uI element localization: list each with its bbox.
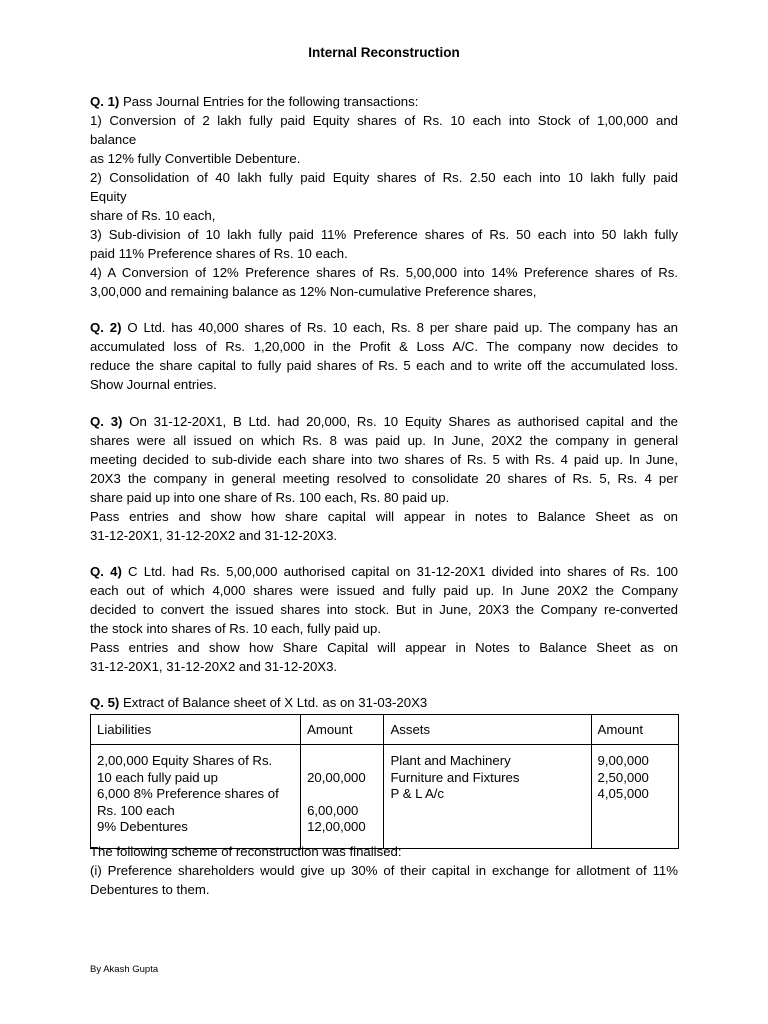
q1-line: Equity <box>90 189 127 204</box>
assets-cell <box>384 745 591 849</box>
q4-line: each out of which 4,000 shares were issued and fully paid up. In June 20X2 the Company <box>90 583 678 598</box>
q2-label: Q. 2) <box>90 320 122 335</box>
q1-intro-text: Pass Journal Entries for the following transactions: <box>119 94 419 109</box>
footer-author: By Akash Gupta <box>90 964 159 975</box>
q1-line: share of Rs. 10 each, <box>90 208 216 223</box>
liability-item: 10 each fully paid up <box>97 769 218 785</box>
q1-line: as 12% fully Convertible Debenture. <box>90 151 301 166</box>
q4-line: Pass entries and show how Share Capital will appear in Notes to Balance Sheet as on <box>90 640 678 655</box>
liability-amounts-cell <box>301 745 384 849</box>
header-amount: Amount <box>591 715 678 745</box>
q1-line: paid 11% Preference shares of Rs. 10 each. <box>90 246 348 261</box>
q3-line: 20X3 the company in general meeting resolved to consolidate 20 shares of Rs. 5, Rs. 4 per <box>90 471 678 486</box>
table-header-row <box>91 715 679 745</box>
liability-item: 2,00,000 Equity Shares of Rs. <box>97 753 273 768</box>
q2-line: Show Journal entries. <box>90 377 217 392</box>
q4-line: the stock into shares of Rs. 10 each, fully paid up. <box>90 621 382 636</box>
q5-after-line: Debentures to them. <box>90 882 210 897</box>
page-title: Internal Reconstruction <box>308 45 460 60</box>
q4-line: decided to convert the issued shares into stock. But in June, 20X3 the Company re-converted <box>90 602 678 617</box>
q1-line: 3,00,000 and remaining balance as 12% Non-cumulative Preference shares, <box>90 284 537 299</box>
q3-line <box>90 412 678 431</box>
liability-amount: 20,00,000 <box>307 769 366 785</box>
asset-item: Furniture and Fixtures <box>390 769 520 785</box>
q3-label: Q. 3) <box>90 414 123 429</box>
asset-item: P & L A/c <box>390 786 444 801</box>
q3-line: shares were all issued on which Rs. 8 was paid up. In June, 20X2 the company in general <box>90 433 678 448</box>
q1-intro <box>90 92 418 111</box>
liability-amount <box>307 786 377 803</box>
liability-amount <box>307 753 377 770</box>
q1-label: Q. 1) <box>90 94 120 109</box>
q1-line: 2) Consolidation of 40 lakh fully paid Equity shares of Rs. 2.50 each into 10 lakh fully paid <box>90 170 678 185</box>
asset-amounts-cell <box>591 745 678 849</box>
q1-line: 4) A Conversion of 12% Preference shares of Rs. 5,00,000 into 14% Preference shares of Rs. <box>90 265 678 280</box>
q3-line: share paid up into one share of Rs. 100 each, Rs. 80 paid up. <box>90 490 450 505</box>
balance-sheet-table <box>90 714 679 849</box>
q1-line: balance <box>90 132 137 147</box>
header-liabilities: Liabilities <box>91 715 301 745</box>
q5-intro-text: Extract of Balance sheet of X Ltd. as on 31-03-20X3 <box>119 695 428 710</box>
q3-line: 31-12-20X1, 31-12-20X2 and 31-12-20X3. <box>90 528 338 543</box>
header-amount: Amount <box>301 715 384 745</box>
liability-amount: 6,00,000 <box>307 802 359 818</box>
q4-line: 31-12-20X1, 31-12-20X2 and 31-12-20X3. <box>90 659 338 674</box>
q2-line: accumulated loss of Rs. 1,20,000 in the Profit & Loss A/C. The company now decides to <box>90 339 678 354</box>
q5-label: Q. 5) <box>90 695 120 710</box>
table-row <box>91 745 679 849</box>
q3-line: Pass entries and show how share capital will appear in notes to Balance Sheet as on <box>90 509 678 524</box>
liability-item: 9% Debentures <box>97 819 188 834</box>
q2-text: O Ltd. has 40,000 shares of Rs. 10 each, Rs. 8 per share paid up. The company has an <box>121 320 678 335</box>
q5-intro <box>90 693 427 712</box>
q2-line: reduce the share capital to fully paid shares of Rs. 5 each and to write off the accumulated loss. <box>90 358 678 373</box>
asset-amount: 2,50,000 <box>597 769 649 785</box>
q1-line: 3) Sub-division of 10 lakh fully paid 11% Preference shares of Rs. 50 each into 50 lakh fully <box>90 227 678 242</box>
q4-text: C Ltd. had Rs. 5,00,000 authorised capital on 31-12-20X1 divided into shares of Rs. 100 <box>121 564 679 579</box>
liability-amount: 12,00,000 <box>307 819 366 834</box>
header-assets: Assets <box>384 715 591 745</box>
q2-line <box>90 318 678 337</box>
q3-line: meeting decided to sub-divide each share into two shares of Rs. 5 with Rs. 4 paid up. In June, <box>90 452 678 467</box>
asset-amount: 4,05,000 <box>597 786 649 801</box>
liabilities-cell <box>91 745 301 849</box>
q1-line: 1) Conversion of 2 lakh fully paid Equity shares of Rs. 10 each into Stock of 1,00,000 and <box>90 113 678 128</box>
q3-text: On 31-12-20X1, B Ltd. had 20,000, Rs. 10 Equity Shares as authorised capital and the <box>122 414 679 429</box>
q5-after-line: The following scheme of reconstruction was finalised: <box>90 844 402 859</box>
q4-line <box>90 562 678 581</box>
q4-label: Q. 4) <box>90 564 122 579</box>
asset-item: Plant and Machinery <box>390 753 511 768</box>
asset-amount: 9,00,000 <box>597 753 649 768</box>
liability-item: 6,000 8% Preference shares of <box>97 786 279 801</box>
liability-item: Rs. 100 each <box>97 802 175 818</box>
q5-after-line: (i) Preference shareholders would give up 30% of their capital in exchange for allotment of 11% <box>90 863 678 878</box>
